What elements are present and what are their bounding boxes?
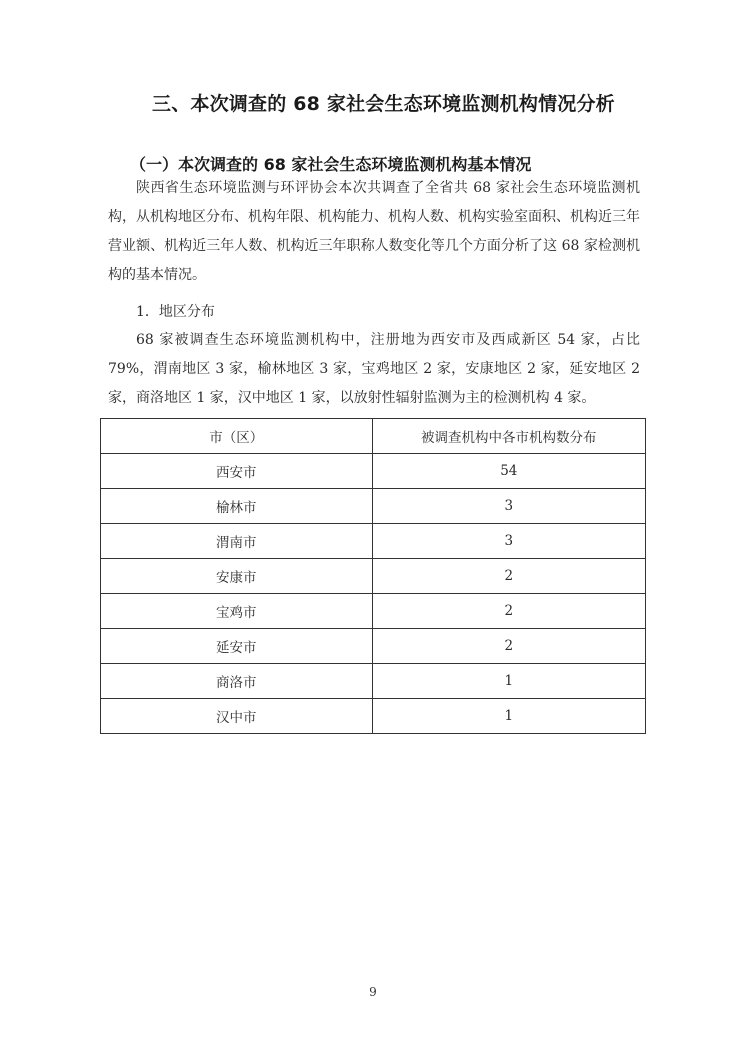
- table-header-row: [101, 419, 646, 454]
- cell-city: 宝鸡市: [101, 594, 373, 629]
- cell-city: 安康市: [101, 559, 373, 594]
- table-row: [101, 629, 646, 664]
- cell-count: 3: [372, 489, 645, 524]
- cell-count: 2: [372, 629, 645, 664]
- section-heading: 三、本次调查的 68 家社会生态环境监测机构情况分析: [152, 93, 615, 115]
- distribution-table: [100, 418, 646, 734]
- cell-city: 榆林市: [101, 489, 373, 524]
- cell-count: 1: [372, 664, 645, 699]
- cell-count: 2: [372, 594, 645, 629]
- table-row: [101, 524, 646, 559]
- table-row: [101, 489, 646, 524]
- distribution-paragraph: 68 家被调查生态环境监测机构中，注册地为西安市及西咸新区 54 家，占比 79%，渭南地区 3 家，榆林地区 3 家，宝鸡地区 2 家，安康地区 2 家，延安地区 2 家，商洛地区 1 家，汉中地区 1 家，以放射性辐射监测为主的检测机构 4 家。: [108, 332, 640, 406]
- cell-count: 54: [372, 454, 645, 489]
- cell-city: 汉中市: [101, 699, 373, 734]
- column-header-city: 市（区）: [101, 419, 373, 454]
- cell-count: 3: [372, 524, 645, 559]
- cell-count: 1: [372, 699, 645, 734]
- page-number: 9: [369, 985, 377, 999]
- subheading-region-distribution: 1．地区分布: [136, 304, 215, 320]
- table-row: [101, 559, 646, 594]
- subsection-heading: （一）本次调查的 68 家社会生态环境监测机构基本情况: [130, 155, 532, 174]
- cell-city: 渭南市: [101, 524, 373, 559]
- cell-city: 商洛市: [101, 664, 373, 699]
- intro-paragraph: 陕西省生态环境监测与环评协会本次共调查了全省共 68 家社会生态环境监测机构，从机构地区分布、机构年限、机构能力、机构人数、机构实验室面积、机构近三年营业额、机构近三年人数、机构近三年职称人数变化等几个方面分析了这 68 家检测机构的基本情况。: [108, 180, 640, 283]
- table-row: [101, 594, 646, 629]
- table-row: [101, 699, 646, 734]
- cell-count: 2: [372, 559, 645, 594]
- cell-city: 西安市: [101, 454, 373, 489]
- cell-city: 延安市: [101, 629, 373, 664]
- table-row: [101, 664, 646, 699]
- table-row: [101, 454, 646, 489]
- column-header-count: 被调查机构中各市机构数分布: [372, 419, 645, 454]
